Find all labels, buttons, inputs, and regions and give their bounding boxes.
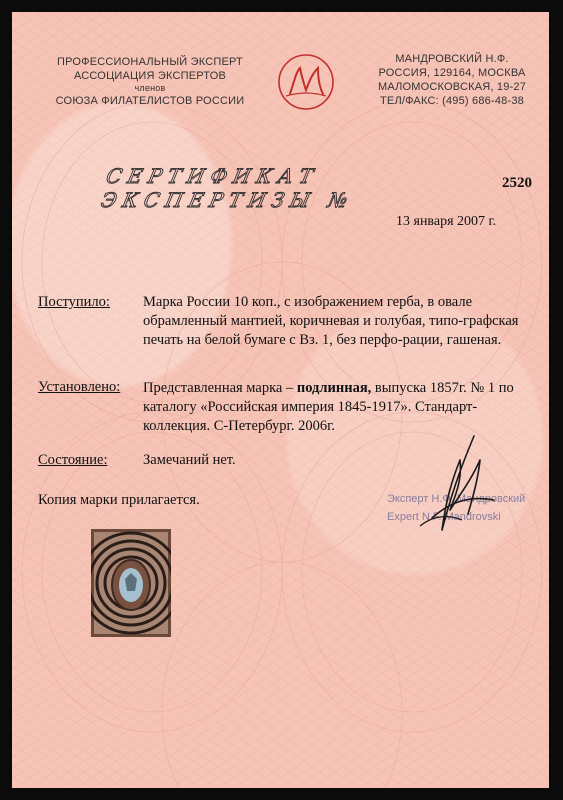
established-text-after: выпуска 1857г. № 1 по каталогу «Российская империя 1845-1917». Стандарт-коллекция. С-Петербург. 2006г. [143,380,514,434]
postage-stamp-image [91,529,171,637]
header-right-line3: МАЛОМОСКОВСКАЯ, 19-27 [377,81,527,93]
header-left-line2: АССОЦИАЦИЯ ЭКСПЕРТОВ [73,70,227,82]
header-right-line4: ТЕЛ/ФАКС: (495) 686-48-38 [379,95,524,107]
received-text: Марка России 10 коп., с изображением герба, в овале обрамленный мантией, коричневая и голубая, типо-графская печать на белой бумаге с Вз. 1, без перфо-рации, гашеная. [143,294,519,348]
expert-stamp-line2: Expert N.F. Mandrovski [387,511,501,523]
established-text [143,379,533,436]
header-right [367,52,537,108]
copy-note: Копия марки прилагается. [38,492,200,508]
established-authentic: подлинная, [296,380,372,396]
m-logo-icon [276,52,336,112]
certificate-title-row [92,159,532,212]
established-text-before: Представленная марка – [143,380,297,396]
established-label: Установлено: [38,379,121,395]
header-right-line1: МАНДРОВСКИЙ Н.Ф. [395,53,509,65]
received-label: Поступило: [38,294,110,310]
expert-stamp-line1: Эксперт Н.Ф. Мандровский [387,493,526,505]
header-right-line2: РОССИЯ, 129164, МОСКВА [378,67,526,79]
expert-signature [402,430,502,540]
header-left [40,55,260,108]
condition-label: Состояние: [38,452,108,468]
header-left-line1: ПРОФЕССИОНАЛЬНЫЙ ЭКСПЕРТ [57,56,243,68]
certificate-title: СЕРТИФИКАТ ЭКСПЕРТИЗЫ № [98,164,356,212]
header-left-line4: СОЮЗА ФИЛАТЕЛИСТОВ РОССИИ [55,95,245,107]
certificate-date: 13 января 2007 г. [396,214,497,229]
header-left-line3: членов [134,83,166,93]
certificate-sheet [12,12,549,788]
certificate-number: 2520 [502,175,532,191]
condition-text: Замечаний нет. [143,452,236,468]
